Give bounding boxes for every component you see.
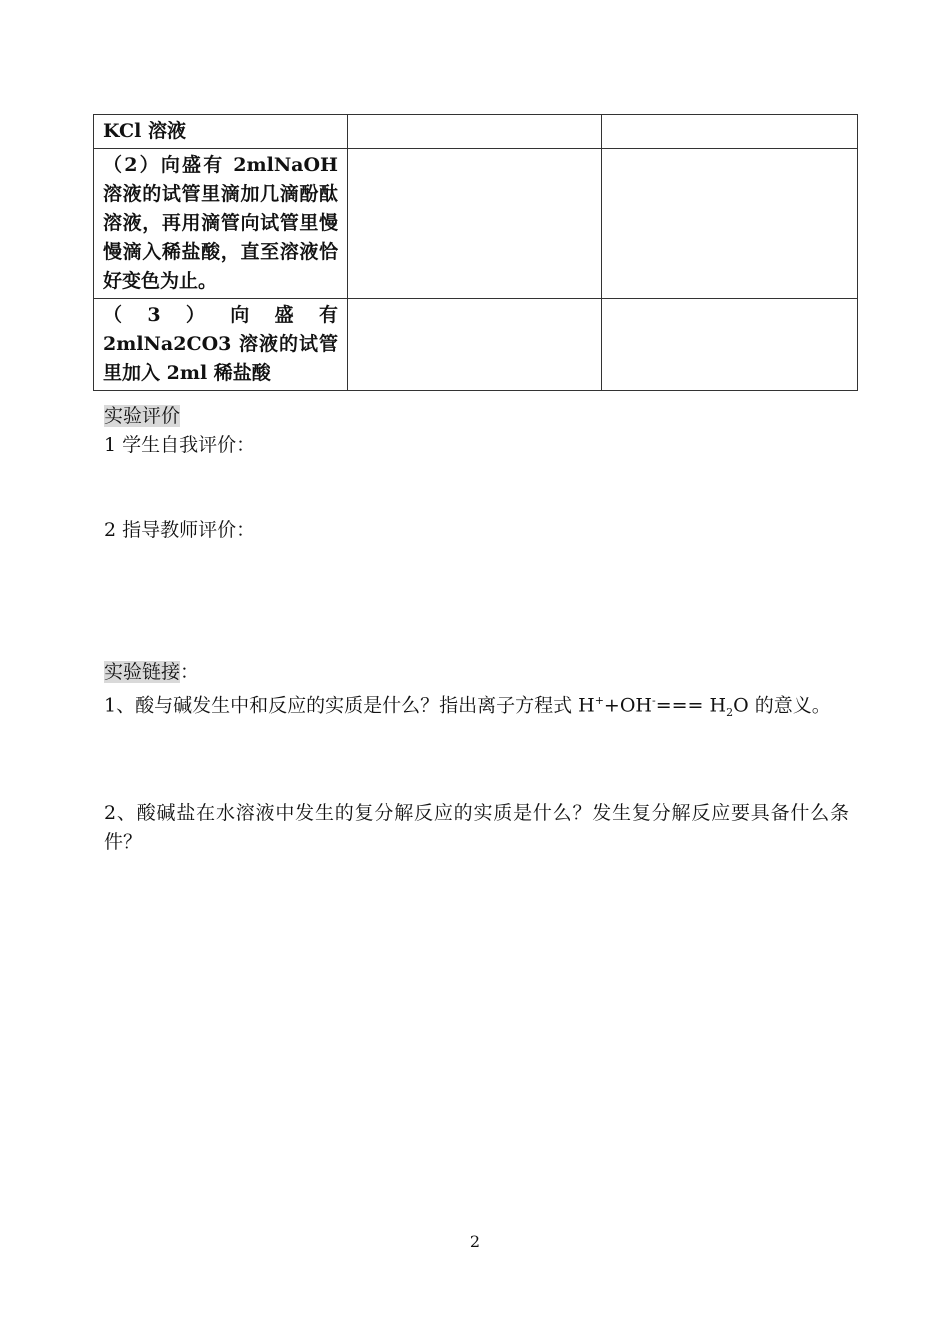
question-1: 1、酸与碱发生中和反应的实质是什么？指出离子方程式 $H^++OH^-=== H_2O$ 的意义。 (104, 694, 831, 720)
table-row (94, 115, 858, 149)
question-2: 2、酸碱盐在水溶液中发生的复分解反应的实质是什么？发生复分解反应要具备什么条件？ (104, 802, 849, 853)
step-cell: （2）向盛有 2mlNaOH 溶液的试管里滴加几滴酚酞溶液，再用滴管向试管里慢慢滴入稀盐酸，直至溶液恰好变色为止。 (94, 149, 348, 299)
experiment-table (93, 114, 858, 391)
observation-cell[interactable] (348, 115, 602, 149)
links-heading: 实验链接： (104, 661, 200, 683)
table-row (94, 149, 858, 299)
conclusion-cell[interactable] (602, 115, 858, 149)
step-cell: （3）向盛有 2mlNa2CO3 溶液的试管里加入 2ml 稀盐酸 (94, 299, 348, 391)
observation-cell[interactable] (348, 299, 602, 391)
conclusion-cell[interactable] (602, 149, 858, 299)
student-evaluation-label: 1 学生自我评价： (104, 434, 256, 456)
observation-cell[interactable] (348, 149, 602, 299)
evaluation-heading: 实验评价 (104, 405, 181, 427)
conclusion-cell[interactable] (602, 299, 858, 391)
page-number: 2 (469, 1232, 481, 1251)
table-row (94, 299, 858, 391)
step-cell: KCl 溶液 (94, 115, 348, 149)
teacher-evaluation-label: 2 指导教师评价： (104, 519, 256, 541)
